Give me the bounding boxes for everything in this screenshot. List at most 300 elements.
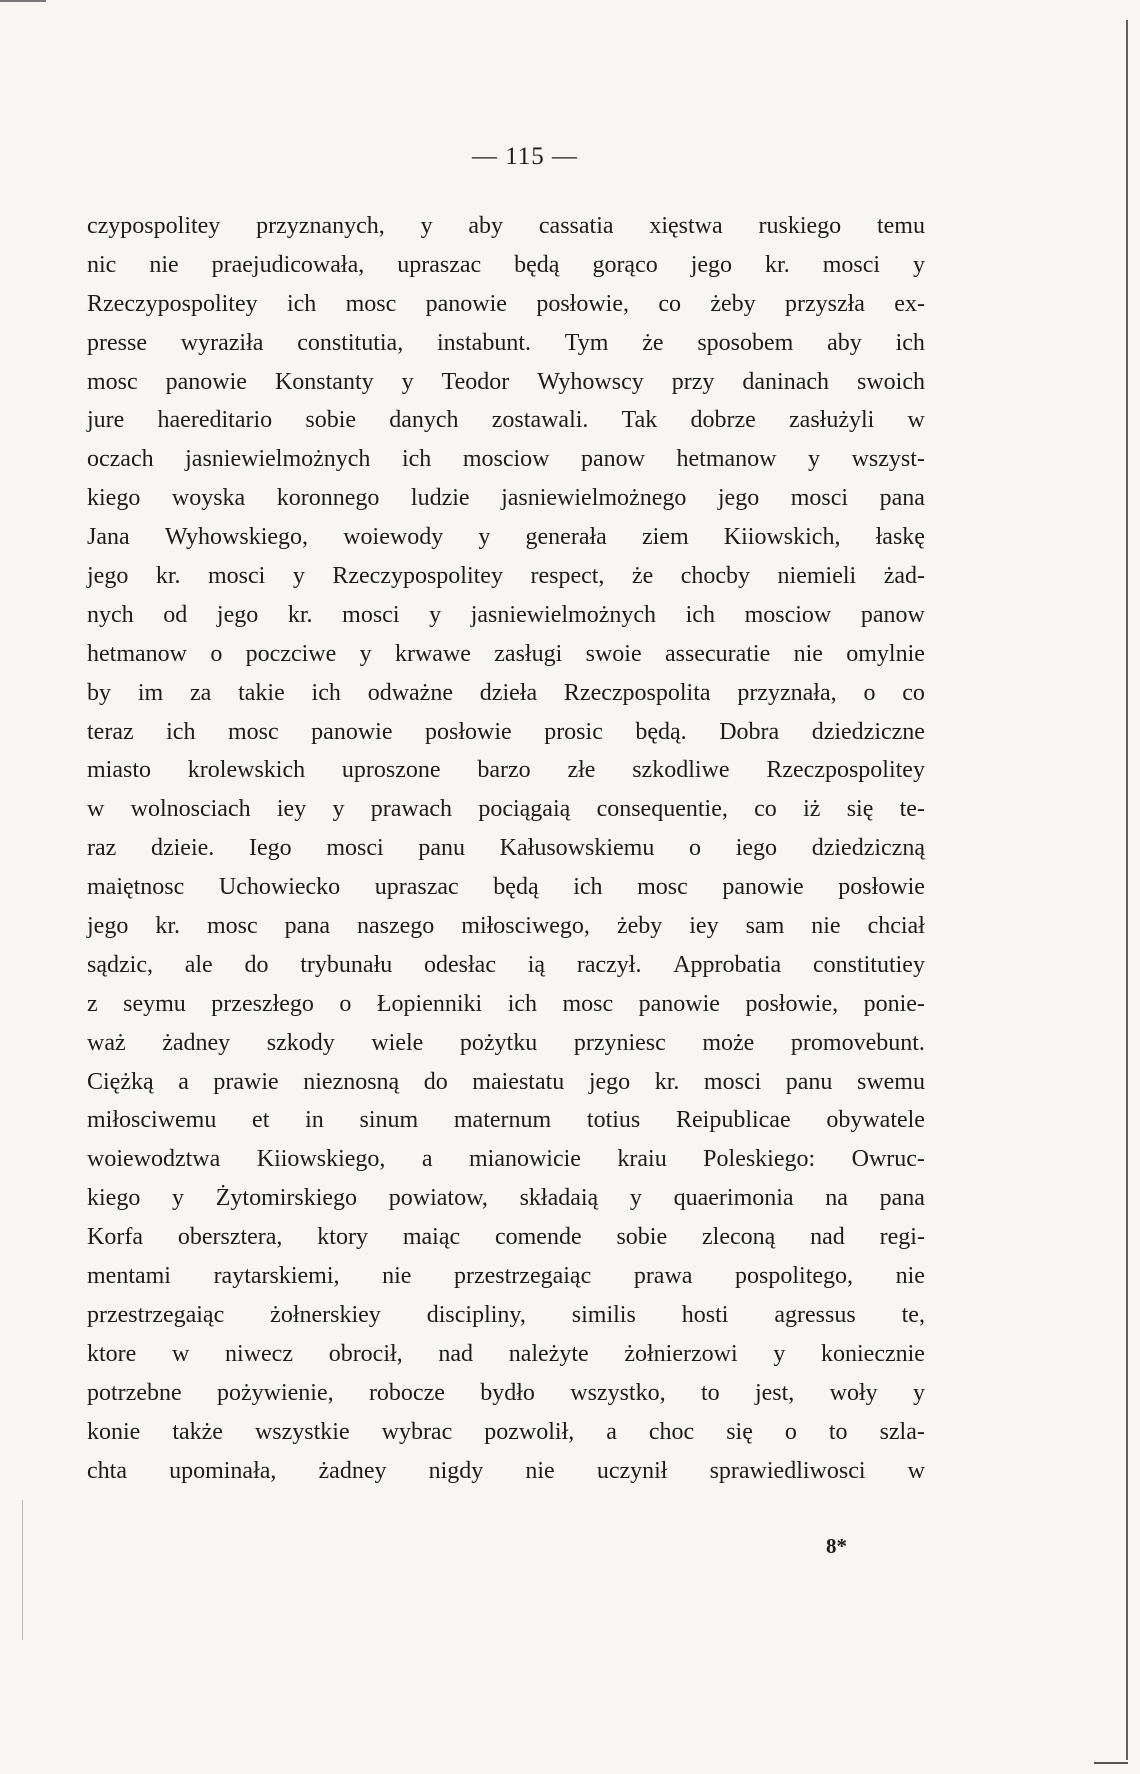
word: mosc [562,990,614,1017]
word: mosc [87,368,138,395]
word: danych [389,407,459,434]
word: o [863,679,876,706]
word: woyska [171,485,246,512]
word: aby [827,329,862,356]
word: nad [810,1224,845,1251]
word: mosci [703,1068,762,1095]
text-line [87,1063,925,1102]
word: z [87,990,98,1017]
word: wybrac [381,1418,453,1445]
word: Rzeczypospolitey [332,563,503,590]
word: o [210,640,223,667]
word: będą [514,251,560,278]
text-line [87,1413,925,1452]
word: zleconą [702,1224,776,1251]
word: totius [586,1107,641,1134]
word: mosc [637,874,688,901]
word: trybunału [300,951,393,978]
word: instabunt. [436,329,531,356]
word: uproszone [341,757,441,784]
word: panowie [165,368,247,395]
word: temu [876,213,925,239]
bottom-edge-rule [1094,1762,1128,1764]
word: Reipublicae [675,1107,791,1134]
word: Łopienniki [376,990,483,1017]
word: ich [311,679,341,706]
word: swoie [585,640,642,667]
word: te- [899,796,925,823]
word: raz [87,835,117,862]
word: obersztera, [177,1224,283,1251]
word: w [87,796,105,823]
text-line [87,1452,925,1491]
text-line [87,440,925,479]
word: prawa [633,1263,693,1290]
word: constitutiey [812,951,925,978]
word: y [292,563,305,590]
word: y [420,213,433,239]
word: pociągaią [478,796,571,823]
word: Żytomirskiego [215,1185,358,1212]
word: pospolitego, [735,1263,854,1290]
word: zostawali. [491,407,589,434]
word: Tak [621,407,658,434]
word: maternum [453,1107,552,1134]
word: szla- [879,1418,925,1445]
word: a [606,1418,617,1445]
word: quaerimonia [673,1185,794,1212]
word: żadney [162,1029,231,1056]
word: assecuratie [664,640,771,667]
word: ich [286,290,317,317]
word: to [828,1418,848,1445]
text-line [87,324,925,363]
word: żad- [883,563,925,590]
word: y [401,368,414,395]
word: mosc [207,913,258,940]
word: ktore [87,1340,137,1367]
word: na [825,1185,848,1212]
word: maiąc [402,1224,461,1251]
word: dzieła [479,679,538,706]
word: ktory [317,1224,368,1251]
word: odważne [367,679,453,706]
word: koniecznie [821,1340,925,1367]
word: Poleskiego: [703,1146,816,1173]
word: poczciwe [245,640,337,667]
text-line [87,790,925,829]
word: Kiiowskiego, [256,1146,386,1173]
word: et [252,1107,270,1134]
word: promovebunt. [790,1029,925,1056]
word: łaskę [875,524,925,551]
word: co [754,796,777,823]
word: Kiiowskich, [723,524,841,551]
word: składaią [519,1185,599,1212]
word: panowie [722,874,804,901]
word: dziedziczne [811,718,925,745]
word: im [137,679,164,706]
word: nic [87,251,117,278]
word: barzo [477,757,531,784]
word: nie [525,1457,555,1484]
word: mosc [227,718,279,745]
word: pożywienie, [216,1379,334,1406]
word: y [429,601,442,628]
word: iey [689,913,719,940]
word: gorąco [592,251,658,278]
word: jego [588,1068,631,1095]
word: o [784,1418,797,1445]
word: ziem [641,524,689,551]
word: przeszłego [211,990,314,1017]
word: constitutia, [297,329,404,356]
word: posłowie, [536,290,629,317]
word: przyniesc [573,1029,666,1056]
word: jasniewielmożnych [470,601,657,628]
word: żeby [616,913,663,940]
word: się [846,796,874,823]
word: panowie [425,290,507,317]
word: upraszac [397,251,482,278]
word: szkody [266,1029,335,1056]
word: obrocił, [328,1340,403,1367]
word: Tym [564,329,609,356]
text-line [87,946,925,985]
word: Uchowiecko [218,874,341,901]
word: czypospolitey [87,213,221,239]
text-line [87,207,925,246]
word: koronnego [276,485,380,512]
word: ruskiego [758,213,842,239]
word: daninach [742,368,830,395]
word: y [172,1185,185,1212]
word: raczył. [576,951,642,978]
word: jego [717,485,760,512]
word: jasniewielmożnego [501,485,687,512]
word: jego [87,913,129,940]
text-line [87,1335,925,1374]
word: nie [811,913,841,940]
text-line [87,1179,925,1218]
word: pana [879,1185,925,1212]
word: kiego [87,1185,141,1212]
word: jest, [754,1379,795,1406]
word: żołnierzowi [624,1340,738,1367]
word: przyznanych, [256,213,385,239]
text-line [87,246,925,285]
word: pozwolił, [484,1418,575,1445]
word: konie [87,1418,141,1445]
word: kraiu [617,1146,667,1173]
word: panow [860,601,925,628]
word: seymu [123,990,186,1017]
word: odesłac [424,951,496,978]
word: prawie [213,1068,279,1095]
word: in [305,1107,324,1134]
right-margin-rule [1126,20,1128,1760]
word: maiętnosc [87,874,185,901]
word: pana [284,913,330,940]
word: waż [87,1029,126,1056]
word: będą. [635,718,687,745]
word: iego [735,835,778,862]
word: krolewskich [187,757,306,784]
word: ich [685,601,715,628]
word: cassatia [538,213,614,239]
text-line [87,1218,925,1257]
word: ich [507,990,538,1017]
word: a [421,1146,433,1173]
word: mosciow [744,601,832,628]
word: niwecz [225,1340,293,1367]
word: agressus [774,1301,856,1328]
word: miłosciwego, [461,913,590,940]
word: hetmanow [676,446,777,473]
word: przestrzegaiąc [87,1301,225,1328]
word: także [172,1418,223,1445]
word: niemieli [777,563,857,590]
word: kr. [287,601,313,628]
word: Owruc- [851,1146,925,1173]
word: żeby [710,290,756,317]
word: jasniewielmożnych [185,446,371,473]
word: y [808,446,821,473]
word: może [702,1029,755,1056]
word: ich [401,446,432,473]
word: y [629,1185,642,1212]
word: Jana [87,524,130,551]
word: dobrze [690,407,756,434]
top-edge-rule [0,0,46,2]
word: pana [879,485,925,512]
word: do [244,951,269,978]
word: upraszac [374,874,459,901]
text-line [87,829,925,868]
word: posłowie [425,718,512,745]
word: panow [581,446,645,473]
word: aby [468,213,504,239]
word: upominała, [169,1457,277,1484]
word: ią [527,951,546,978]
word: robocze [368,1379,445,1406]
word: krwawe [394,640,471,667]
word: mosc [345,290,397,317]
word: o [339,990,352,1017]
word: oczach [87,446,154,473]
word: Rzeczypospolitey [87,290,258,317]
text-line [87,285,925,324]
word: wolnosciach [130,796,251,823]
text-line [87,1374,925,1413]
word: co [658,290,681,317]
word: prawach [370,796,453,823]
word: obywatele [826,1107,925,1134]
word: hetmanow [87,640,187,667]
text-line [87,363,925,402]
word: mentami [87,1263,171,1290]
word: omylnie [846,640,925,667]
text-line [87,1296,925,1335]
word: regi- [879,1224,925,1251]
word: co [902,679,925,706]
text-line [87,596,925,635]
word: sądzic, [87,951,153,978]
word: nie [149,251,179,278]
word: chciał [867,913,925,940]
word: y [912,1379,925,1406]
word: sinum [359,1107,419,1134]
word: panowie [311,718,393,745]
word: y [773,1340,786,1367]
text-line [87,479,925,518]
word: maiestatu [472,1068,565,1095]
word: jego [690,251,733,278]
word: Ciężką [87,1068,154,1095]
word: Konstanty [274,368,374,395]
word: to [700,1379,720,1406]
word: że [642,329,664,356]
text-line [87,401,925,440]
text-line [87,751,925,790]
word: szkodliwe [632,757,730,784]
word: ich [895,329,925,356]
text-line [87,518,925,557]
word: potrzebne [87,1379,182,1406]
word: iey [276,796,307,823]
page-number: — 115 — [471,143,579,170]
text-line [87,674,925,713]
word: respect, [530,563,605,590]
word: dziedziczną [811,835,925,862]
word: presse [87,329,147,356]
word: choc [648,1418,695,1445]
word: miasto [87,757,151,784]
word: swemu [856,1068,925,1095]
word: nych [87,601,134,628]
text-line [87,1257,925,1296]
word: nad [438,1340,474,1367]
word: wiele [371,1029,424,1056]
word: nigdy [428,1457,484,1484]
word: ale [184,951,213,978]
word: chocby [680,563,751,590]
word: jego [87,563,129,590]
word: w [172,1340,190,1367]
word: Rzeczpospolitey [766,757,925,784]
word: ponie- [863,990,925,1017]
word: kr. [155,563,181,590]
word: zasłużyli [789,407,875,434]
word: by [87,679,111,706]
word: generała [525,524,607,551]
body-text [87,207,925,1490]
text-line [87,985,925,1024]
text-line [87,1101,925,1140]
word: kiego [87,485,141,512]
word: Rzeczpospolita [563,679,711,706]
word: dzieie. [150,835,215,862]
word: nie [793,640,823,667]
word: Wyhowscy [537,368,644,395]
word: y [359,640,372,667]
word: takie [238,679,285,706]
word: sprawiedliwosci [709,1457,866,1484]
word: haereditario [157,407,273,434]
word: panu [418,835,465,862]
word: discipliny, [426,1301,526,1328]
signature-mark: 8* [826,1534,847,1558]
word: w [907,1457,925,1484]
word: naszego [356,913,435,940]
word: Korfa [87,1224,143,1251]
text-line [87,713,925,752]
text-line [87,1024,925,1063]
word: comende [494,1224,582,1251]
word: ich [166,718,196,745]
word: Teodor [441,368,510,395]
word: kr. [765,251,790,278]
word: kr. [654,1068,680,1095]
word: uczynił [596,1457,668,1484]
word: nie [382,1263,412,1290]
word: ex- [894,290,925,317]
word: mosci [342,601,400,628]
word: raytarskiemi, [213,1263,340,1290]
word: mosci [822,251,881,278]
word: zasługi [494,640,563,667]
word: żołnerskiey [270,1301,381,1328]
word: mosci [326,835,384,862]
word: kr. [155,913,180,940]
word: złe [567,757,596,784]
word: bydło [480,1379,535,1406]
text-line [87,635,925,674]
word: Kałusowskiemu [499,835,655,862]
word: woiewodztwa [87,1146,221,1173]
word: przyznała, [737,679,837,706]
word: posłowie [838,874,925,901]
word: o [689,835,702,862]
word: a [178,1068,189,1095]
word: posłowie, [745,990,839,1017]
word: Wyhowskiego, [164,524,309,551]
word: przy [671,368,715,395]
word: Approbatia [673,951,782,978]
word: żadney [318,1457,387,1484]
text-line [87,1140,925,1179]
word: powiatow, [388,1185,488,1212]
word: woiewody [343,524,444,551]
word: mosciow [462,446,550,473]
word: te, [901,1301,925,1328]
word: mosci [790,485,849,512]
word: hosti [681,1301,729,1328]
word: ich [573,874,603,901]
word: woły [829,1379,878,1406]
word: iż [803,796,821,823]
word: nieznosną [303,1068,400,1095]
word: xięstwa [649,213,723,239]
word: chta [87,1457,127,1484]
word: y [913,251,925,278]
text-line [87,868,925,907]
word: praejudicowała, [211,251,365,278]
word: wszystko, [570,1379,666,1406]
word: mianowicie [468,1146,581,1173]
word: jego [216,601,259,628]
word: sposobem [697,329,794,356]
